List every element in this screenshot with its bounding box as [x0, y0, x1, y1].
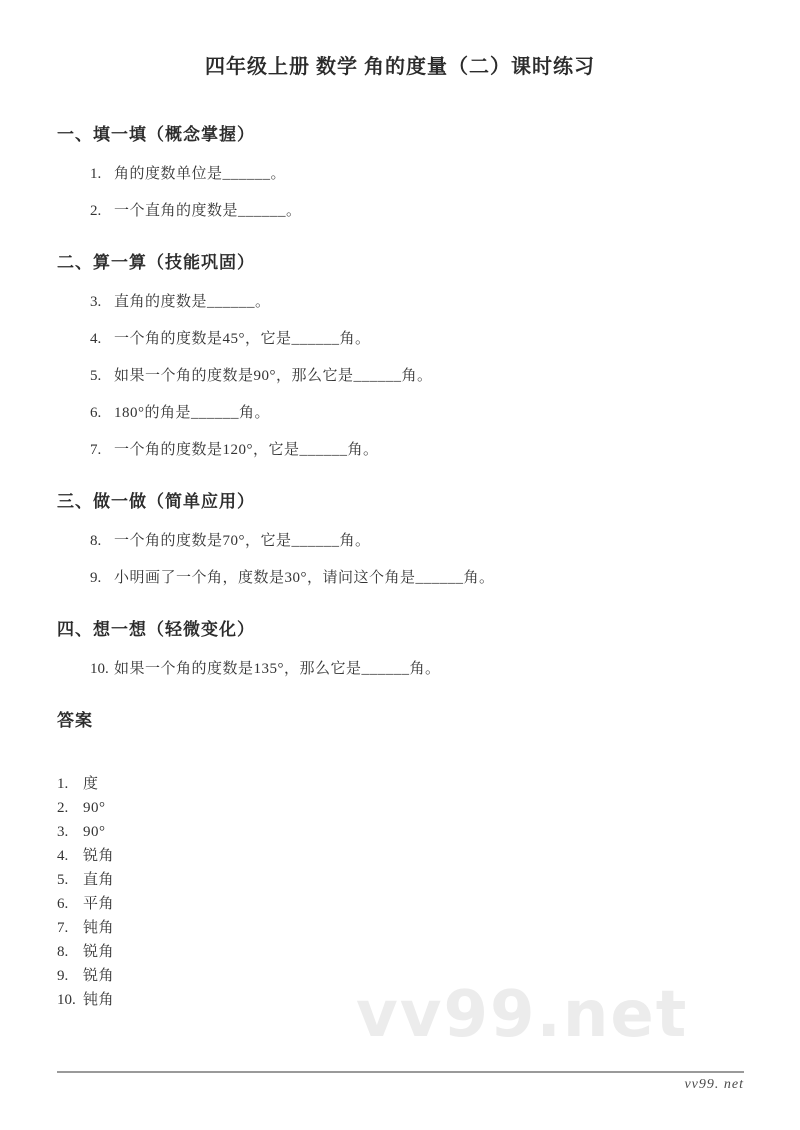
question-number: 1. — [90, 166, 102, 182]
question-number: 6. — [90, 405, 102, 421]
answer-item — [57, 844, 743, 868]
question-number: 9. — [90, 570, 102, 586]
question-item — [57, 366, 743, 387]
question-item — [57, 164, 743, 185]
question-item — [57, 403, 743, 424]
question-text: 一个角的度数是120°，它是______角。 — [114, 442, 379, 458]
answer-text: 直角 — [83, 872, 115, 888]
answer-text: 钝角 — [83, 992, 115, 1008]
answer-text: 度 — [83, 776, 99, 792]
answer-text: 90° — [83, 800, 106, 816]
question-text: 如果一个角的度数是135°，那么它是______角。 — [114, 661, 441, 677]
question-text: 一个直角的度数是______。 — [114, 203, 302, 219]
question-item — [57, 531, 743, 552]
footer-divider — [57, 1071, 744, 1073]
answer-number: 7. — [57, 920, 69, 936]
question-item — [57, 292, 743, 313]
worksheet-content — [0, 52, 800, 1012]
question-text: 180°的角是______角。 — [114, 405, 270, 421]
question-text: 一个角的度数是70°，它是______角。 — [114, 533, 371, 549]
answer-text: 钝角 — [83, 920, 115, 936]
answer-item — [57, 796, 743, 820]
section-heading-3: 三、做一做（简单应用） — [57, 492, 255, 511]
question-item — [57, 568, 743, 589]
answer-number: 6. — [57, 896, 69, 912]
section-heading-2: 二、算一算（技能巩固） — [57, 253, 255, 272]
answer-item — [57, 772, 743, 796]
question-text: 一个角的度数是45°，它是______角。 — [114, 331, 371, 347]
answer-number: 9. — [57, 968, 69, 984]
answer-number: 2. — [57, 800, 69, 816]
answer-item — [57, 892, 743, 916]
question-item — [57, 329, 743, 350]
question-number: 7. — [90, 442, 102, 458]
answer-item — [57, 964, 743, 988]
answer-number: 8. — [57, 944, 69, 960]
answer-item — [57, 940, 743, 964]
question-number: 4. — [90, 331, 102, 347]
question-number: 10. — [90, 661, 109, 677]
answer-item — [57, 820, 743, 844]
section-heading-4: 四、想一想（轻微变化） — [57, 620, 255, 639]
answer-number: 10. — [57, 992, 76, 1008]
watermark: vv99.net — [356, 978, 689, 1052]
page-title: 四年级上册 数学 角的度量（二）课时练习 — [205, 56, 595, 78]
answer-text: 锐角 — [83, 944, 115, 960]
question-text: 直角的度数是______。 — [114, 294, 271, 310]
question-text: 小明画了一个角，度数是30°，请问这个角是______角。 — [114, 570, 495, 586]
question-number: 8. — [90, 533, 102, 549]
footer-site-label: vv99. net — [684, 1077, 744, 1092]
answer-number: 1. — [57, 776, 69, 792]
question-item — [57, 201, 743, 222]
question-text: 角的度数单位是______。 — [114, 166, 287, 182]
answer-text: 锐角 — [83, 968, 115, 984]
answer-number: 4. — [57, 848, 69, 864]
question-number: 2. — [90, 203, 102, 219]
question-item — [57, 659, 743, 680]
answer-number: 5. — [57, 872, 69, 888]
question-number: 3. — [90, 294, 102, 310]
answer-item — [57, 868, 743, 892]
answer-item — [57, 988, 743, 1012]
answer-text: 平角 — [83, 896, 115, 912]
question-text: 如果一个角的度数是90°，那么它是______角。 — [114, 368, 433, 384]
answers-heading: 答案 — [57, 711, 93, 730]
answer-text: 锐角 — [83, 848, 115, 864]
answer-text: 90° — [83, 824, 106, 840]
question-number: 5. — [90, 368, 102, 384]
answer-list — [57, 772, 743, 1012]
answer-number: 3. — [57, 824, 69, 840]
question-item — [57, 440, 743, 461]
answer-item — [57, 916, 743, 940]
section-heading-1: 一、填一填（概念掌握） — [57, 125, 255, 144]
